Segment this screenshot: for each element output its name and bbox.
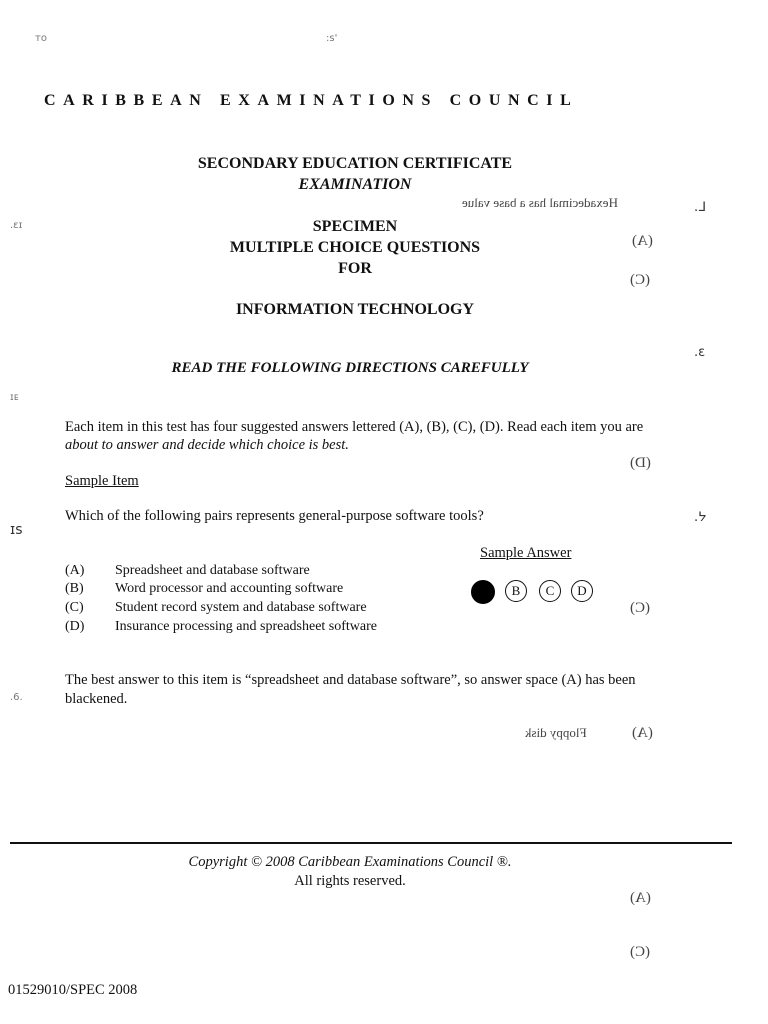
- scan-speck: ɪꜱ: [10, 522, 23, 538]
- option-text: Spreadsheet and database software: [115, 563, 310, 578]
- for-title: FOR: [338, 260, 372, 277]
- paper-code: 01529010/SPEC 2008: [8, 982, 138, 998]
- scan-speck: :ꜱ': [326, 33, 338, 44]
- option-a: [65, 563, 310, 579]
- show-through-mark: (D): [630, 455, 651, 471]
- answer-bubble-a-filled: [471, 580, 495, 604]
- footer-rule: [10, 842, 732, 844]
- option-text: Insurance processing and spreadsheet software: [115, 619, 378, 634]
- subject-title: INFORMATION TECHNOLOGY: [235, 301, 475, 318]
- option-c: [65, 600, 367, 616]
- mcq-title: MULTIPLE CHOICE QUESTIONS: [229, 239, 481, 256]
- explanation-line-2: blackened.: [65, 691, 128, 707]
- option-text: Student record system and database software: [115, 600, 367, 615]
- show-through-mark: (A): [632, 725, 653, 741]
- intro-line-1: Each item in this test has four suggested answers lettered (A), (B), (C), (D). Read each item you are: [65, 419, 644, 435]
- council-name: CARIBBEAN EXAMINATIONS COUNCIL: [44, 92, 579, 109]
- sample-item-heading: Sample Item: [65, 473, 139, 489]
- show-through-mark: (C): [630, 600, 650, 616]
- scan-speck: .ɛɪ: [10, 220, 23, 231]
- show-through-text: Hexadecimal has a base value: [462, 195, 618, 210]
- show-through-mark: (C): [630, 272, 650, 288]
- sample-answer-heading: Sample Answer: [480, 545, 572, 561]
- intro-line-2: about to answer and decide which choice is best.: [65, 437, 349, 453]
- rights-line: All rights reserved.: [294, 873, 406, 889]
- option-letter: (C): [65, 600, 84, 615]
- option-letter: (D): [65, 619, 85, 634]
- scan-speck: .ᒧ: [694, 200, 707, 215]
- show-through-mark: (A): [632, 233, 653, 249]
- scan-speck: ɪᴇ: [10, 392, 19, 403]
- answer-bubble-c: C: [539, 580, 561, 602]
- scan-speck: ᴛᴏ: [35, 33, 47, 44]
- answer-bubble-b: B: [505, 580, 527, 602]
- scan-speck: .6.: [10, 692, 23, 703]
- copyright-line: Copyright © 2008 Caribbean Examinations Council ®.: [188, 854, 512, 870]
- sample-question: Which of the following pairs represents general-purpose software tools?: [65, 508, 484, 524]
- option-letter: (A): [65, 563, 85, 578]
- explanation-line-1: The best answer to this item is “spreadsheet and database software”, so answer space (A) has been: [65, 672, 636, 688]
- option-b: [65, 581, 343, 597]
- option-text: Word processor and accounting software: [115, 581, 344, 596]
- scan-speck: .ɛ: [694, 345, 706, 360]
- directions-heading: READ THE FOLLOWING DIRECTIONS CAREFULLY: [171, 360, 529, 376]
- show-through-mark: (A): [630, 890, 651, 906]
- examination-title: EXAMINATION: [298, 176, 412, 193]
- option-d: [65, 619, 377, 635]
- show-through-text: Floppy disk: [525, 725, 587, 740]
- show-through-mark: (C): [630, 944, 650, 960]
- answer-bubble-d: D: [571, 580, 593, 602]
- specimen-title: SPECIMEN: [312, 218, 398, 235]
- scan-speck: .ᔭ: [694, 510, 707, 525]
- option-letter: (B): [65, 581, 84, 596]
- certificate-title: SECONDARY EDUCATION CERTIFICATE: [197, 155, 513, 172]
